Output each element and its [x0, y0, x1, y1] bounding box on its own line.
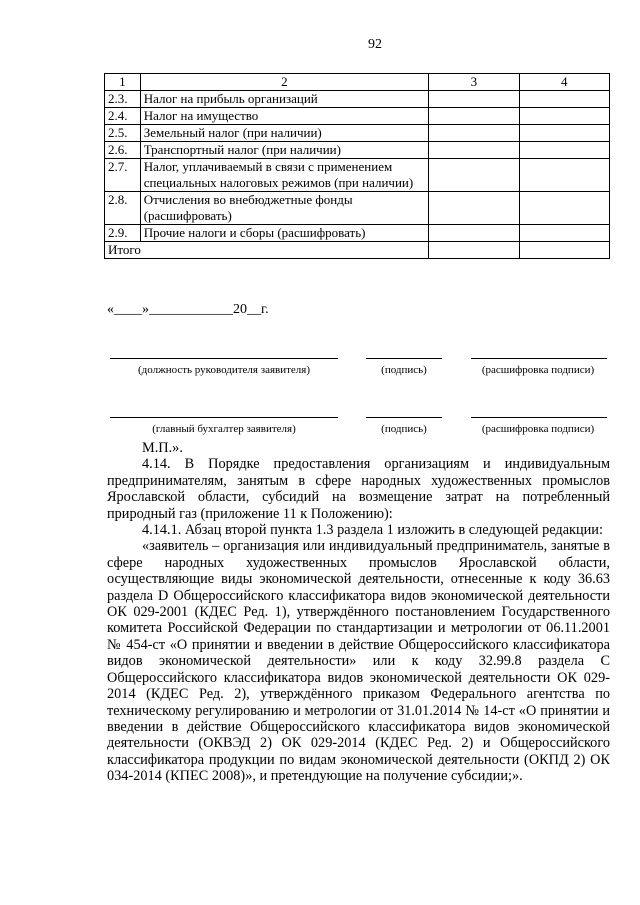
row-value-cell [519, 91, 609, 108]
accountant-position-caption: (главный бухгалтер заявителя) [152, 423, 296, 435]
row-value-cell [519, 192, 609, 225]
row-value-cell [519, 125, 609, 142]
accountant-sign-caption: (подпись) [381, 423, 427, 435]
head-sign-caption: (подпись) [381, 364, 427, 376]
row-value-cell [429, 242, 519, 259]
body-text [107, 440, 610, 785]
row-label: Транспортный налог (при наличии) [140, 142, 428, 159]
stamp-mark: М.П.». [142, 440, 183, 456]
signature-line [110, 417, 338, 418]
row-value-cell [429, 108, 519, 125]
table-row [105, 108, 610, 125]
row-value-cell [429, 125, 519, 142]
table-header-row [105, 74, 610, 91]
row-label: Отчисления во внебюджетные фонды (расшифровать) [140, 192, 428, 225]
row-value-cell [429, 142, 519, 159]
row-value-cell [519, 108, 609, 125]
tax-table [104, 73, 610, 259]
paragraph-quote: «заявитель – организация или индивидуальный предприниматель, занятые в сфере народных художественных промыслов Ярославской области, осуществляющие виды экономической деятельности, отнесенные к коду 36.63 раздела D Общероссийского классификатора видов экономической деятельности ОК 029-2001 (КДЕС Ред. 1), утверждённого постановлением Государственного комитета Российской Федерации по стандартизации и метрологии от 06.11.2001 № 454-ст «О принятии и введении в действие Общероссийского классификатора видов экономической деятельности» или к коду 32.99.8 раздела С Общероссийского классификатора видов экономической деятельности ОК 029-2014 (КДЕС Ред. 2), утверждённого приказом Федерального агентства по техническому регулированию и метрологии от 31.01.2014 № 14-ст «О принятии и введении в действие Общероссийского классификатора видов экономической деятельности (ОКВЭД 2) ОК 029-2014 (КДЕС Ред. 2) и Общероссийского классификатора продукции по видам экономической деятельности (ОКПД 2) ОК 034-2014 (КПЕС 2008)», и претендующие на получение субсидии;». [107, 538, 610, 785]
row-label: Прочие налоги и сборы (расшифровать) [140, 225, 428, 242]
table-row [105, 192, 610, 225]
row-value-cell [519, 142, 609, 159]
head-signature-row [0, 358, 640, 398]
row-value-cell [429, 192, 519, 225]
table-row [105, 225, 610, 242]
row-value-cell [429, 159, 519, 192]
row-number: 2.9. [105, 225, 141, 242]
row-number: 2.8. [105, 192, 141, 225]
signature-line [110, 358, 338, 359]
row-number: 2.7. [105, 159, 141, 192]
row-label: Налог на прибыль организаций [140, 91, 428, 108]
signature-line [471, 358, 607, 359]
table-header-cell: 2 [140, 74, 428, 91]
paragraph-4-14-1: 4.14.1. Абзац второй пункта 1.3 раздела 1 изложить в следующей редакции: [142, 522, 603, 539]
signature-line [366, 417, 442, 418]
table-total-row [105, 242, 610, 259]
table-header-cell: 3 [429, 74, 519, 91]
row-value-cell [519, 242, 609, 259]
row-number: 2.5. [105, 125, 141, 142]
row-label: Земельный налог (при наличии) [140, 125, 428, 142]
signature-line [471, 417, 607, 418]
row-value-cell [429, 225, 519, 242]
table-row [105, 159, 610, 192]
total-label: Итого [105, 242, 429, 259]
row-value-cell [519, 159, 609, 192]
head-decode-caption: (расшифровка подписи) [481, 364, 595, 376]
row-label: Налог, уплачиваемый в связи с применением специальных налоговых режимов (при наличии) [140, 159, 428, 192]
row-value-cell [429, 91, 519, 108]
paragraph-4-14: 4.14. В Порядке предоставления организациям и индивидуальным предпринимателям, занятым в сфере народных художественных промыслов Ярославской области, субсидий на возмещение затрат на потребленный природный газ (приложение 11 к Положению): [107, 456, 610, 522]
page-number: 92 [368, 37, 382, 52]
table-row [105, 142, 610, 159]
row-value-cell [519, 225, 609, 242]
date-line: «____»____________20__г. [107, 302, 269, 317]
signature-line [366, 358, 442, 359]
row-number: 2.4. [105, 108, 141, 125]
row-number: 2.3. [105, 91, 141, 108]
head-position-caption: (должность руководителя заявителя) [137, 364, 310, 376]
table-header-cell: 1 [105, 74, 141, 91]
row-label: Налог на имущество [140, 108, 428, 125]
accountant-decode-caption: (расшифровка подписи) [481, 423, 595, 435]
table-row [105, 91, 610, 108]
table-header-cell: 4 [519, 74, 609, 91]
table-row [105, 125, 610, 142]
row-number: 2.6. [105, 142, 141, 159]
